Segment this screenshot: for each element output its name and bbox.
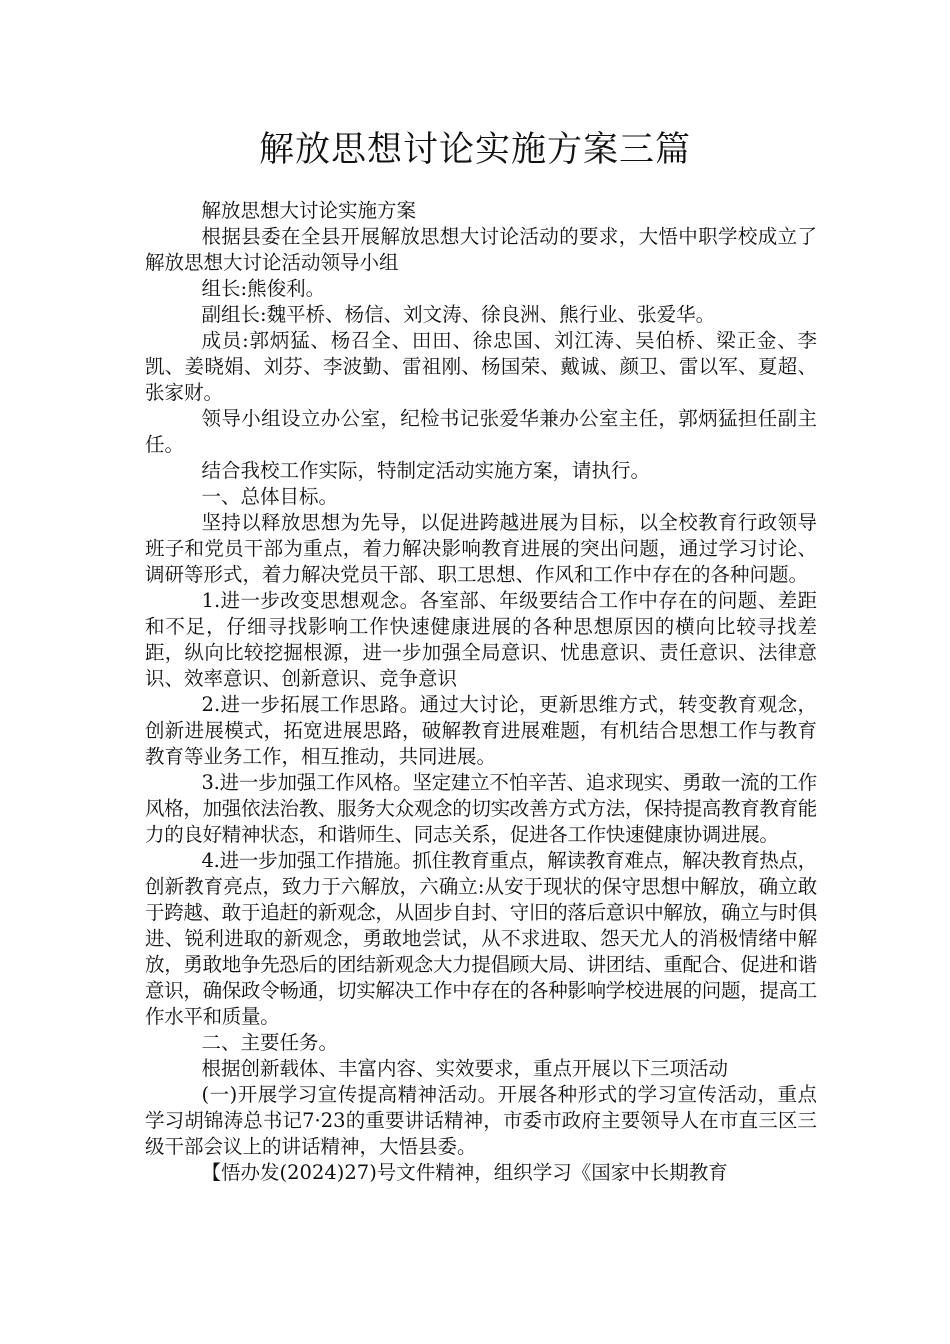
section-heading-main-tasks: 二、主要任务。 [201, 1031, 339, 1054]
paragraph-item-2: 2.进一步拓展工作思路。通过大讨论，更新思维方式，转变教育观念，创新进展模式，拓宽进展思路，破解教育进展难题，有机结合思想工作与教育教育等业务工作，相互推动，共同进展。 [145, 693, 817, 768]
paragraph-leader: 组长:熊俊利。 [201, 277, 326, 300]
paragraph-overall-goal: 坚持以释放思想为先导，以促进跨越进展为目标，以全校教育行政领导班子和党员干部为重点，着力解决影响教育进展的突出问题，通过学习讨论、调研等形式，着力解决党员干部、职工思想、作风和工作中存在的各种问题。 [145, 511, 817, 586]
paragraph-item-3: 3.进一步加强工作风格。坚定建立不怕辛苦、追求现实、勇敢一流的工作风格，加强依法治教、服务大众观念的切实改善方式方法，保持提高教育教育能力的良好精神状态，和谐师生、同志关系，促进各工作快速健康协调进展。 [145, 771, 818, 846]
paragraph-main-tasks-intro: 根据创新载体、丰富内容、实效要求，重点开展以下三项活动 [201, 1057, 729, 1080]
paragraph-plan-heading: 解放思想大讨论实施方案 [201, 199, 417, 222]
section-heading-overall-goal: 一、总体目标。 [201, 485, 339, 508]
paragraph-document-reference: 【悟办发(2024)27)号文件精神，组织学习《国家中长期教育 [201, 1161, 728, 1184]
paragraph-members: 成员:郭炳猛、杨召全、田田、徐忠国、刘江涛、吴伯桥、梁正金、李凯、姜晓娟、刘芬、李波勤、雷祖刚、杨国荣、戴诚、颜卫、雷以军、夏超、张家财。 [145, 329, 817, 404]
document-body [145, 198, 817, 1186]
document-title: 解放思想讨论实施方案三篇 [258, 130, 691, 170]
paragraph-intro: 根据县委在全县开展解放思想大讨论活动的要求，大悟中职学校成立了解放思想大讨论活动领导小组 [145, 225, 817, 274]
paragraph-task-1: (一)开展学习宣传提高精神活动。开展各种形式的学习宣传活动，重点学习胡锦涛总书记7·23的重要讲话精神，市委市政府主要领导人在市直三区三级干部会议上的讲话精神，大悟县委。 [145, 1083, 817, 1158]
paragraph-execution-note: 结合我校工作实际，特制定活动实施方案，请执行。 [201, 459, 651, 482]
paragraph-item-1: 1.进一步改变思想观念。各室部、年级要结合工作中存在的问题、差距和不足，仔细寻找影响工作快速健康进展的各种思想原因的横向比较寻找差距，纵向比较挖掘根源，进一步加强全局意识、忧患意识、责任意识、法律意识、效率意识、创新意识、竞争意识 [145, 589, 817, 690]
paragraph-item-4: 4.进一步加强工作措施。抓住教育重点，解读教育难点，解决教育热点，创新教育亮点，致力于六解放，六确立:从安于现状的保守思想中解放，确立敢于跨越、敢于追赶的新观念，从固步自封、守旧的落后意识中解放，确立与时俱进、锐利进取的新观念，勇敢地尝试，从不求进取、怨天尤人的消极情绪中解放，勇敢地争先恐后的团结新观念大力提倡顾大局、讲团结、重配合、促进和谐意识，确保政令畅通，切实解决工作中存在的各种影响学校进展的问题，提高工作水平和质量。 [145, 849, 818, 1028]
paragraph-deputy-leaders: 副组长:魏平桥、杨信、刘文涛、徐良洲、熊行业、张爱华。 [201, 303, 716, 326]
paragraph-office: 领导小组设立办公室，纪检书记张爱华兼办公室主任，郭炳猛担任副主任。 [145, 407, 817, 456]
